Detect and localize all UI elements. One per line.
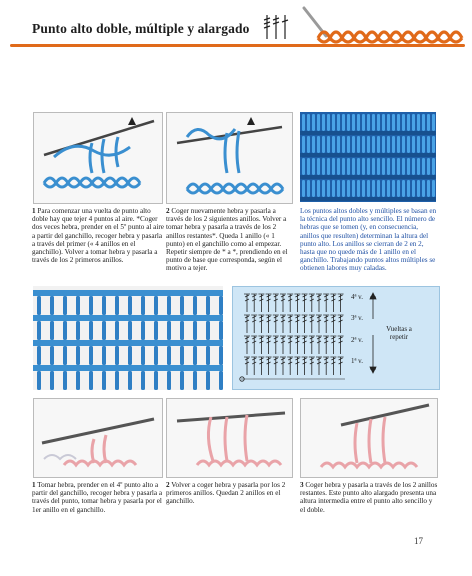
long-stitch-step-1-illustration xyxy=(33,398,163,478)
treble-mesh-swatch-photo xyxy=(33,286,223,390)
stitch-symbols-icon xyxy=(262,12,290,42)
step-2-text: Coger nuevamente hebra y pasarla a través de los 2 siguientes anillos. Volver a tomar hebra y pasarla a través de los 2 anillos restantes*. Queda 1 anillo (« 1 punto) en el ganchillo como al empezar. Repetir siempre de * a *, prendiendo en el punto de base que corresponda, según el motivo a tejer. xyxy=(166,207,288,273)
step-1-text: Para comenzar una vuelta de punto alto doble hay que tejer 4 puntos al aire. *Coger dos veces hebra, prender en el 5º punto al aire a partir del ganchillo, recoger hebra y pasarla a través del primer (« 4 anillos en el ganchillo). Volver a tomar hebra y pasarla a través de los 2 primeros anillos. xyxy=(32,207,164,265)
stitch-chart xyxy=(232,286,440,390)
long-stitch-step-1-text: Tomar hebra, prender en el 4º punto alto a partir del ganchillo, recoger hebra y pasarla a través del punto, tomar hebra y pasarla por el 1er anillo en el ganchillo. xyxy=(32,481,163,514)
long-stitch-step-1-caption xyxy=(32,481,164,514)
row-label-1: 1ª v. xyxy=(351,357,363,365)
long-stitch-step-2-caption xyxy=(166,481,294,506)
long-stitch-step-3-illustration xyxy=(300,398,438,478)
step-2-number: 2 xyxy=(166,207,170,215)
header-divider xyxy=(10,44,465,47)
long-stitch-step-1-number: 1 xyxy=(32,481,36,489)
long-stitch-step-3-number: 3 xyxy=(300,481,304,489)
step-2-caption xyxy=(166,207,294,273)
info-note: Los puntos altos dobles y múltiples se basan en la técnica del punto alto sencillo. El número de hebras que se tomen (y, en consecuencia, anillos que resulten) determinan la altura del punto alto. Los anillos se cierran de 2 en 2, hasta que no quede más de 1 anillo en el ganchillo. Trabajando puntos altos múltiples se obtienen labores muy caladas. xyxy=(300,207,437,273)
page-header xyxy=(0,0,472,52)
row-label-4: 4ª v. xyxy=(351,293,363,301)
row-label-2: 2ª v. xyxy=(351,336,363,344)
long-stitch-step-2-illustration xyxy=(166,398,293,478)
long-stitch-step-3-caption xyxy=(300,481,438,514)
step-1-caption xyxy=(32,207,164,264)
long-stitch-step-2-text: Volver a coger hebra y pasarla por los 2 primeros anillos. Quedan 2 anillos en el ganchillo. xyxy=(166,481,286,506)
row-label-3: 3ª v. xyxy=(351,314,363,322)
double-treble-swatch-photo xyxy=(300,112,436,202)
long-stitch-step-2-number: 2 xyxy=(166,481,170,489)
step-2-illustration xyxy=(166,112,293,204)
repeat-label: Vueltas a repetir xyxy=(386,325,412,342)
long-stitch-step-3-text: Coger hebra y pasarla a través de los 2 anillos restantes. Este punto alto alargado presenta una altura intermedia entre el punto alto sencillo y el doble. xyxy=(300,481,438,514)
step-1-illustration xyxy=(33,112,163,204)
step-1-number: 1 xyxy=(32,207,36,215)
crochet-chain-icon xyxy=(296,6,466,48)
page-number: 17 xyxy=(414,536,423,546)
page-title: Punto alto doble, múltiple y alargado xyxy=(32,21,250,36)
